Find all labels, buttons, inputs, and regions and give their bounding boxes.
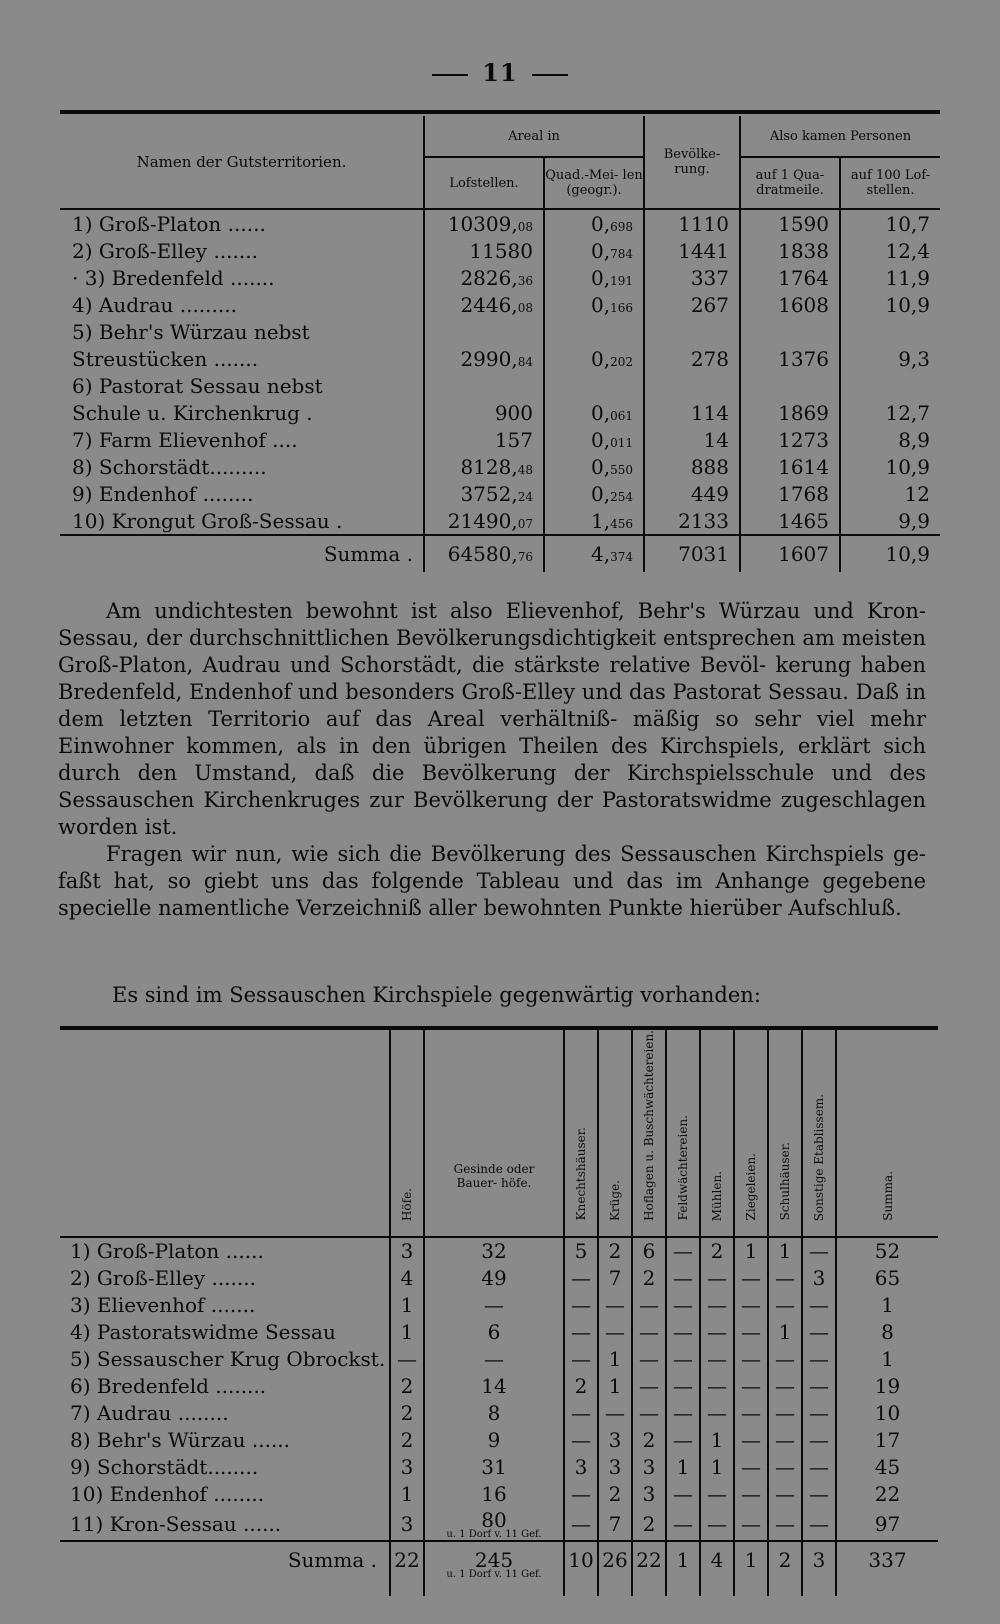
count-value: — (564, 1508, 598, 1541)
pro-quadratmeile-value: 1614 (740, 453, 840, 480)
count-value: 1 (390, 1319, 424, 1346)
count-value: — (802, 1454, 836, 1481)
quadratmeilen-value: 0,698 (544, 210, 644, 237)
column-header-text: Schulhäuser. (778, 1142, 792, 1221)
count-value: 49 (424, 1265, 564, 1292)
count-value: — (632, 1292, 666, 1319)
count-value: — (802, 1400, 836, 1427)
count-value: 22 (632, 1542, 666, 1596)
territory-row (60, 318, 940, 345)
dorf-note: u. 1 Dorf v. 11 Gef. (446, 1568, 542, 1580)
count-value: 80 u. 1 Dorf v. 11 Gef. (424, 1508, 564, 1541)
settlement-row (60, 1238, 938, 1265)
count-value: 2 (700, 1238, 734, 1265)
count-value: — (666, 1265, 700, 1292)
column-header (836, 1030, 938, 1237)
count-value: — (768, 1400, 802, 1427)
count-value: — (564, 1265, 598, 1292)
count-value: — (802, 1427, 836, 1454)
lofstellen-value: 10309,08 (424, 210, 544, 237)
territory-name: · 3) Bredenfeld ....... (72, 265, 275, 290)
settlement-name: 9) Schorstädt........ (70, 1455, 259, 1480)
column-header-text: Knechtshäuser. (574, 1127, 588, 1221)
kirchspiel-table (60, 1030, 938, 1596)
count-value: 1 (598, 1346, 632, 1373)
pro-lofstellen-value: 11,9 (840, 264, 940, 291)
header-lofstellen: Lofstellen. (424, 157, 544, 209)
count-value: 1 (666, 1542, 700, 1596)
territory-row (60, 345, 940, 372)
count-value: — (802, 1373, 836, 1400)
pro-lofstellen-value: 8,9 (840, 426, 940, 453)
bevoelkerung-value: 1110 (644, 210, 740, 237)
count-value: 5 (564, 1238, 598, 1265)
settlement-name: 10) Endenhof ........ (70, 1482, 265, 1507)
count-value: — (390, 1346, 424, 1373)
territory-name: 10) Krongut Groß-Sessau . (72, 508, 343, 533)
bevoelkerung-value: 267 (644, 291, 740, 318)
summa-label: Summa . (60, 535, 424, 572)
count-value: 1 (768, 1319, 802, 1346)
pro-lofstellen-value: 10,7 (840, 210, 940, 237)
count-value: — (768, 1508, 802, 1541)
territory-row (60, 453, 940, 480)
count-value: — (802, 1238, 836, 1265)
column-header-text: Hoflagen u. Buschwächtereien. (642, 1030, 656, 1221)
lofstellen-value (424, 318, 544, 345)
count-value: — (734, 1508, 768, 1541)
header-name: Namen der Gutsterritorien. (136, 152, 347, 171)
bevoelkerung-value: 1441 (644, 237, 740, 264)
pro-quadratmeile-value: 1590 (740, 210, 840, 237)
territory-name: 8) Schorstädt......... (72, 454, 267, 479)
count-value: — (700, 1319, 734, 1346)
header-quadratmeilen: Quad.-Mei- len (geogr.). (544, 157, 644, 209)
count-value: 9 (424, 1427, 564, 1454)
lofstellen-value: 2826,36 (424, 264, 544, 291)
count-value: — (666, 1427, 700, 1454)
header-blank (60, 1030, 390, 1237)
quadratmeilen-value: 0,166 (544, 291, 644, 318)
count-value: 245 u. 1 Dorf v. 11 Gef. (424, 1542, 564, 1596)
page-number: 11 (0, 58, 1000, 87)
settlement-row (60, 1265, 938, 1292)
count-value: — (802, 1508, 836, 1541)
summa-pro-quadratmeile: 1607 (740, 535, 840, 572)
column-header-text: Sonstige Etablissem. (812, 1093, 826, 1221)
count-value: — (802, 1346, 836, 1373)
count-value: — (734, 1319, 768, 1346)
column-header (424, 1030, 564, 1237)
settlement-name: 3) Elievenhof ....... (70, 1293, 256, 1318)
count-value: 7 (598, 1508, 632, 1541)
count-value: 8 (836, 1319, 938, 1346)
count-value: 2 (390, 1427, 424, 1454)
count-value: 3 (564, 1454, 598, 1481)
count-value: 1 (390, 1292, 424, 1319)
quadratmeilen-value: 0,191 (544, 264, 644, 291)
count-value: 10 (836, 1400, 938, 1427)
column-header (564, 1030, 598, 1237)
count-value: 337 (836, 1542, 938, 1596)
settlement-row (60, 1400, 938, 1427)
territory-name: Streustücken ....... (72, 346, 259, 371)
count-value: — (564, 1427, 598, 1454)
count-value: 1 (700, 1454, 734, 1481)
territory-row (60, 291, 940, 318)
count-value: 1 (390, 1481, 424, 1508)
header-auf-quadratmeile: auf 1 Qua- dratmeile. (740, 157, 840, 209)
count-value: — (700, 1400, 734, 1427)
count-value: 14 (424, 1373, 564, 1400)
lofstellen-value: 11580 (424, 237, 544, 264)
count-value: 2 (390, 1400, 424, 1427)
count-value: — (768, 1292, 802, 1319)
count-value: — (734, 1481, 768, 1508)
summa-row (60, 535, 940, 572)
pro-quadratmeile-value: 1838 (740, 237, 840, 264)
count-value: 2 (632, 1265, 666, 1292)
territory-name: 6) Pastorat Sessau nebst (72, 373, 323, 398)
count-value: 3 (390, 1508, 424, 1541)
count-value: 3 (598, 1427, 632, 1454)
count-value: — (768, 1346, 802, 1373)
column-header-text: Feldwächtereien. (676, 1115, 690, 1221)
count-value: 2 (632, 1427, 666, 1454)
count-value: — (700, 1292, 734, 1319)
intro-line: Es sind im Sessauschen Kirchspiele gegenwärtig vorhanden: (112, 983, 761, 1007)
settlement-name: 2) Groß-Elley ....... (70, 1266, 256, 1291)
count-value: 97 (836, 1508, 938, 1541)
column-header (632, 1030, 666, 1237)
count-value: 3 (632, 1454, 666, 1481)
count-value: 22 (836, 1481, 938, 1508)
count-value: 1 (598, 1373, 632, 1400)
territory-row (60, 399, 940, 426)
kirchspiel-header (60, 1030, 938, 1237)
count-value: 3 (802, 1265, 836, 1292)
quadratmeilen-value: 0,061 (544, 399, 644, 426)
lofstellen-value: 2990,84 (424, 345, 544, 372)
count-value: 2 (390, 1373, 424, 1400)
territory-name: 1) Groß-Platon ...... (72, 211, 266, 236)
pro-quadratmeile-value: 1869 (740, 399, 840, 426)
summa-pro-lofstellen: 10,9 (840, 535, 940, 572)
table1-top-rule (60, 110, 940, 114)
pro-lofstellen-value (840, 318, 940, 345)
territory-name: 5) Behr's Würzau nebst (72, 319, 310, 344)
column-header (802, 1030, 836, 1237)
pro-lofstellen-value: 10,9 (840, 291, 940, 318)
pro-quadratmeile-value: 1768 (740, 480, 840, 507)
count-value: — (768, 1265, 802, 1292)
pro-quadratmeile-value: 1376 (740, 345, 840, 372)
pro-lofstellen-value (840, 372, 940, 399)
column-header (666, 1030, 700, 1237)
count-value: 10 (564, 1542, 598, 1596)
settlement-row (60, 1481, 938, 1508)
bevoelkerung-value: 278 (644, 345, 740, 372)
header-areal: Areal in (424, 116, 644, 157)
lofstellen-value: 157 (424, 426, 544, 453)
count-value: — (598, 1400, 632, 1427)
pro-lofstellen-value: 10,9 (840, 453, 940, 480)
count-value: 8 (424, 1400, 564, 1427)
summa-quadratmeilen: 4,374 (544, 535, 644, 572)
pro-quadratmeile-value: 1465 (740, 507, 840, 535)
count-value: — (564, 1346, 598, 1373)
pro-lofstellen-value: 12 (840, 480, 940, 507)
count-value: 45 (836, 1454, 938, 1481)
settlement-row (60, 1319, 938, 1346)
territory-name: 4) Audrau ......... (72, 292, 237, 317)
lofstellen-value: 2446,08 (424, 291, 544, 318)
count-value: 1 (734, 1542, 768, 1596)
count-value: — (802, 1481, 836, 1508)
pro-lofstellen-value: 9,3 (840, 345, 940, 372)
territory-row (60, 237, 940, 264)
territory-table (60, 116, 940, 572)
pro-lofstellen-value: 12,4 (840, 237, 940, 264)
count-value: — (564, 1400, 598, 1427)
count-value: — (666, 1238, 700, 1265)
settlement-row (60, 1508, 938, 1541)
count-value: 1 (734, 1238, 768, 1265)
lofstellen-value: 900 (424, 399, 544, 426)
settlement-name: 5) Sessauscher Krug Obrockst. (70, 1347, 386, 1372)
count-value: 3 (802, 1542, 836, 1596)
territory-name: 2) Groß-Elley ....... (72, 238, 258, 263)
count-value: 6 (424, 1319, 564, 1346)
bevoelkerung-value: 449 (644, 480, 740, 507)
count-value: 7 (598, 1265, 632, 1292)
count-value: — (666, 1400, 700, 1427)
settlement-name: 1) Groß-Platon ...... (70, 1239, 264, 1264)
count-value: — (768, 1373, 802, 1400)
count-value: — (564, 1292, 598, 1319)
count-value: 2 (768, 1542, 802, 1596)
count-value: — (632, 1400, 666, 1427)
count-value: — (564, 1481, 598, 1508)
bevoelkerung-value (644, 372, 740, 399)
pro-quadratmeile-value (740, 318, 840, 345)
count-value: 22 (390, 1542, 424, 1596)
bevoelkerung-value: 888 (644, 453, 740, 480)
territory-rows (60, 210, 940, 535)
column-header-text: Krüge. (608, 1179, 622, 1221)
count-value: — (700, 1265, 734, 1292)
quadratmeilen-value (544, 372, 644, 399)
count-value: — (632, 1319, 666, 1346)
dash-right (532, 74, 568, 76)
count-value: — (734, 1265, 768, 1292)
pro-quadratmeile-value: 1273 (740, 426, 840, 453)
count-value: 3 (598, 1454, 632, 1481)
kirchspiel-summa-row (60, 1542, 938, 1596)
count-value: — (734, 1400, 768, 1427)
settlement-row (60, 1346, 938, 1373)
count-value: 4 (700, 1542, 734, 1596)
count-value: 26 (598, 1542, 632, 1596)
bevoelkerung-value: 337 (644, 264, 740, 291)
count-value: 1 (768, 1238, 802, 1265)
column-header (768, 1030, 802, 1237)
settlement-name: 7) Audrau ........ (70, 1401, 229, 1426)
column-header (390, 1030, 424, 1237)
lofstellen-value: 8128,48 (424, 453, 544, 480)
territory-row (60, 426, 940, 453)
count-value: 52 (836, 1238, 938, 1265)
quadratmeilen-value: 0,011 (544, 426, 644, 453)
settlement-name: 11) Kron-Sessau ...... (70, 1511, 282, 1536)
count-value: 6 (632, 1238, 666, 1265)
lofstellen-value: 21490,07 (424, 507, 544, 535)
count-value: 31 (424, 1454, 564, 1481)
bevoelkerung-value (644, 318, 740, 345)
count-value: — (768, 1427, 802, 1454)
count-value: 3 (632, 1481, 666, 1508)
count-value: — (734, 1292, 768, 1319)
pro-quadratmeile-value (740, 372, 840, 399)
summa-lofstellen: 64580,76 (424, 535, 544, 572)
count-value: — (598, 1319, 632, 1346)
lofstellen-value: 3752,24 (424, 480, 544, 507)
count-value: 2 (564, 1373, 598, 1400)
column-header-text: Höfe. (400, 1187, 414, 1221)
count-value: 1 (666, 1454, 700, 1481)
header-also-kamen: Also kamen Personen (740, 116, 940, 157)
quadratmeilen-value: 0,254 (544, 480, 644, 507)
count-value: — (700, 1508, 734, 1541)
count-value: — (598, 1292, 632, 1319)
quadratmeilen-value: 0,550 (544, 453, 644, 480)
territory-row (60, 210, 940, 237)
count-value: — (666, 1508, 700, 1541)
column-header (734, 1030, 768, 1237)
pro-quadratmeile-value: 1764 (740, 264, 840, 291)
count-value: — (666, 1481, 700, 1508)
count-value: 19 (836, 1373, 938, 1400)
count-value: — (734, 1346, 768, 1373)
count-value: — (734, 1454, 768, 1481)
paragraph-tableau: Fragen wir nun, wie sich die Bevölkerung des Sessauschen Kirchspiels ge- faßt hat, so giebt uns das folgende Tableau und das im Anhange gegebene specielle namentliche Verzeichniß aller bewohnten Punkte hierüber Aufschluß. (58, 842, 926, 920)
column-header-text: Gesinde oder Bauer- höfe. (453, 1161, 535, 1190)
count-value: 2 (598, 1481, 632, 1508)
settlement-name: Summa . (287, 1547, 377, 1572)
count-value: 65 (836, 1265, 938, 1292)
summa-bevoelkerung: 7031 (644, 535, 740, 572)
settlement-row (60, 1373, 938, 1400)
count-value: — (768, 1481, 802, 1508)
settlement-row (60, 1292, 938, 1319)
count-value: — (564, 1319, 598, 1346)
column-header-text: Ziegeleien. (744, 1153, 758, 1221)
count-value: 32 (424, 1238, 564, 1265)
count-value: — (700, 1346, 734, 1373)
quadratmeilen-value: 0,784 (544, 237, 644, 264)
bevoelkerung-value: 14 (644, 426, 740, 453)
pro-lofstellen-value: 12,7 (840, 399, 940, 426)
lofstellen-value (424, 372, 544, 399)
count-value: — (666, 1346, 700, 1373)
count-value: 4 (390, 1265, 424, 1292)
territory-name: 9) Endenhof ........ (72, 481, 254, 506)
settlement-name: 6) Bredenfeld ........ (70, 1374, 267, 1399)
pro-quadratmeile-value: 1608 (740, 291, 840, 318)
column-header-text: Summa. (880, 1171, 895, 1221)
settlement-row (60, 1454, 938, 1481)
quadratmeilen-value: 0,202 (544, 345, 644, 372)
territory-name: Schule u. Kirchenkrug . (72, 400, 313, 425)
dash-left (432, 74, 468, 76)
count-value: — (734, 1373, 768, 1400)
settlement-name: 8) Behr's Würzau ...... (70, 1428, 291, 1453)
bevoelkerung-value: 114 (644, 399, 740, 426)
bevoelkerung-value: 2133 (644, 507, 740, 535)
count-value: 2 (632, 1508, 666, 1541)
count-value: — (700, 1481, 734, 1508)
territory-row (60, 372, 940, 399)
count-value: 17 (836, 1427, 938, 1454)
header-auf-lofstellen: auf 100 Lof- stellen. (840, 157, 940, 209)
kirchspiel-rows (60, 1238, 938, 1541)
count-value: — (424, 1292, 564, 1319)
territory-row (60, 507, 940, 535)
count-value: — (666, 1292, 700, 1319)
dorf-note: u. 1 Dorf v. 11 Gef. (446, 1528, 542, 1540)
count-value: 1 (836, 1346, 938, 1373)
paragraph-density: Am undichtesten bewohnt ist also Elievenhof, Behr's Würzau und Kron-Sessau, der durchschnittlichen Bevölkerungsdichtigkeit entsprechen am meisten Groß-Platon, Audrau und Schorstädt, die stärkste relative Bevöl- kerung haben Bredenfeld, Endenhof und besonders Groß-Elley und das Pastorat Sessau. Daß in dem letzten Territorio auf das Areal verhältniß- mäßig so sehr viel mehr Einwohner kommen, als in den übrigen Theilen des Kirchspiels, erklärt sich durch den Umstand, daß die Bevölkerung der Kirchspielsschule und des Sessauschen Kirchenkruges zur Bevölkerung der Pastoratswidme zugeschlagen worden ist. (58, 599, 926, 839)
count-value: — (734, 1427, 768, 1454)
count-value: 1 (700, 1427, 734, 1454)
column-header-text: Mühlen. (710, 1170, 724, 1221)
territory-name: 7) Farm Elievenhof .... (72, 427, 298, 452)
column-header (700, 1030, 734, 1237)
count-value: — (666, 1319, 700, 1346)
count-value: 2 (598, 1238, 632, 1265)
quadratmeilen-value (544, 318, 644, 345)
count-value: 3 (390, 1238, 424, 1265)
column-header (598, 1030, 632, 1237)
count-value: — (632, 1373, 666, 1400)
count-value: 16 (424, 1481, 564, 1508)
count-value: — (424, 1346, 564, 1373)
count-value: 1 (836, 1292, 938, 1319)
pro-lofstellen-value: 9,9 (840, 507, 940, 535)
count-value: — (632, 1346, 666, 1373)
count-value: — (768, 1454, 802, 1481)
territory-row (60, 264, 940, 291)
settlement-name: 4) Pastoratswidme Sessau (70, 1320, 336, 1345)
header-bevoelkerung: Bevölke- rung. (644, 116, 740, 209)
quadratmeilen-value: 1,456 (544, 507, 644, 535)
territory-row (60, 480, 940, 507)
count-value: — (802, 1319, 836, 1346)
count-value: 3 (390, 1454, 424, 1481)
settlement-row (60, 1427, 938, 1454)
count-value: — (666, 1373, 700, 1400)
count-value: — (700, 1373, 734, 1400)
count-value: — (802, 1292, 836, 1319)
